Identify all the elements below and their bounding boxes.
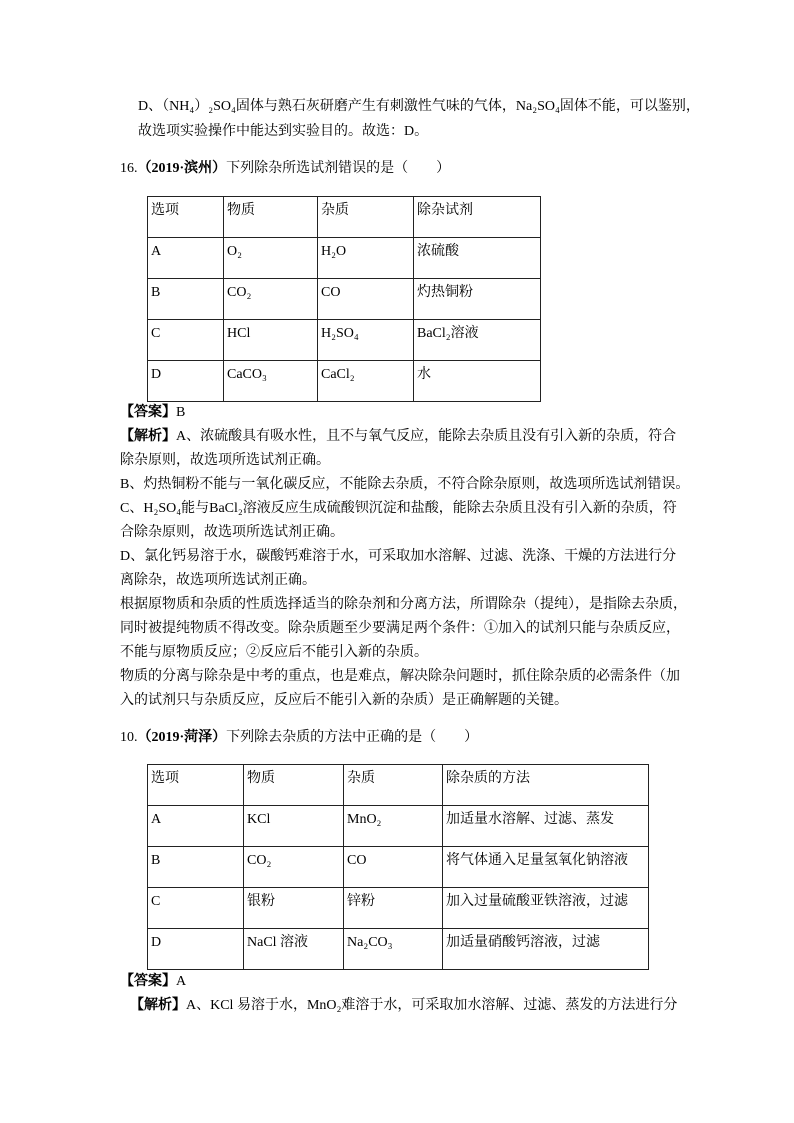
- table-row: [148, 279, 541, 320]
- question-text: 下列除杂所选试剂错误的是（ ）: [226, 161, 451, 176]
- cell-option: A: [148, 806, 244, 847]
- cell-substance: 银粉: [244, 888, 344, 929]
- question-number: 16.: [120, 161, 138, 176]
- cell-method: 加入过量硫酸亚铁溶液，过滤: [443, 888, 649, 929]
- question-number: 10.: [120, 730, 138, 745]
- cell-reagent: 水: [414, 361, 541, 402]
- header-method: 除杂质的方法: [443, 765, 649, 806]
- analysis-line: [120, 425, 676, 449]
- header-option: 选项: [148, 197, 224, 238]
- header-impurity: 杂质: [344, 765, 443, 806]
- table-row: [148, 888, 649, 929]
- answer-label: 【答案】: [120, 974, 176, 989]
- table-row: [148, 847, 649, 888]
- analysis-line: 合除杂原则，故选项所选试剂正确。: [120, 525, 344, 540]
- cell-substance: KCl: [244, 806, 344, 847]
- analysis-line: 根据原物质和杂质的性质选择适当的除杂剂和分离方法，所谓除杂（提纯），是指除去杂质，: [120, 597, 687, 612]
- question-source: （2019·滨州）: [137, 161, 227, 176]
- question-16-table: [147, 196, 541, 402]
- cell-impurity: H₂SO₄: [318, 320, 414, 361]
- cell-substance: NaCl 溶液: [244, 929, 344, 970]
- header-substance: 物质: [224, 197, 318, 238]
- analysis-label: 【解析】: [120, 429, 176, 444]
- answer-line: [120, 401, 185, 425]
- table-row: [148, 806, 649, 847]
- table-header-row: [148, 197, 541, 238]
- analysis-line: C、H₂SO₄能与BaCl₂溶液反应生成硫酸钡沉淀和盐酸，能除去杂质且没有引入新的杂质，符: [120, 501, 677, 516]
- cell-option: C: [148, 320, 224, 361]
- cell-substance: CO₂: [224, 279, 318, 320]
- analysis-line: [130, 994, 677, 1018]
- analysis-line: B、灼热铜粉不能与一氧化碳反应，不能除去杂质，不符合除杂原则，故选项所选试剂错误。: [120, 477, 690, 492]
- answer-label: 【答案】: [120, 405, 176, 420]
- intro-line: 故选项实验操作中能达到实验目的。故选：D。: [138, 124, 429, 139]
- table-row: [148, 929, 649, 970]
- cell-reagent: 浓硫酸: [414, 238, 541, 279]
- cell-method: 加适量水溶解、过滤、蒸发: [443, 806, 649, 847]
- header-option: 选项: [148, 765, 244, 806]
- cell-impurity: 锌粉: [344, 888, 443, 929]
- cell-impurity: CaCl₂: [318, 361, 414, 402]
- question-10-stem: [120, 726, 478, 750]
- table-header-row: [148, 765, 649, 806]
- question-10-table: [147, 764, 649, 970]
- answer-line: [120, 970, 186, 994]
- header-reagent: 除杂试剂: [414, 197, 541, 238]
- question-16-stem: [120, 157, 450, 181]
- analysis-line: D、氯化钙易溶于水，碳酸钙难溶于水，可采取加水溶解、过滤、洗涤、干燥的方法进行分: [120, 549, 677, 564]
- cell-option: A: [148, 238, 224, 279]
- cell-substance: HCl: [224, 320, 318, 361]
- analysis-line: 入的试剂只与杂质反应，反应后不能引入新的杂质）是正确解题的关键。: [120, 693, 568, 708]
- analysis-line: 不能与原物质反应；②反应后不能引入新的杂质。: [120, 645, 428, 660]
- analysis-text: A、KCl 易溶于水，MnO₂难溶于水，可采取加水溶解、过滤、蒸发的方法进行分: [186, 998, 678, 1013]
- cell-reagent: BaCl₂溶液: [414, 320, 541, 361]
- cell-method: 加适量硝酸钙溶液，过滤: [443, 929, 649, 970]
- cell-impurity: Na₂CO₃: [344, 929, 443, 970]
- cell-option: B: [148, 279, 224, 320]
- cell-option: D: [148, 361, 224, 402]
- answer-value: B: [176, 405, 186, 420]
- question-text: 下列除去杂质的方法中正确的是（ ）: [226, 730, 479, 745]
- analysis-line: 同时被提纯物质不得改变。除杂质题至少要满足两个条件：①加入的试剂只能与杂质反应，: [120, 621, 680, 636]
- cell-substance: CaCO₃: [224, 361, 318, 402]
- analysis-line: 除杂原则，故选项所选试剂正确。: [120, 453, 330, 468]
- cell-substance: CO₂: [244, 847, 344, 888]
- analysis-line: 物质的分离与除杂是中考的重点，也是难点，解决除杂问题时，抓住除杂质的必需条件（加: [120, 669, 680, 684]
- cell-reagent: 灼热铜粉: [414, 279, 541, 320]
- cell-option: B: [148, 847, 244, 888]
- cell-impurity: CO: [344, 847, 443, 888]
- table-row: [148, 238, 541, 279]
- analysis-line: 离除杂，故选项所选试剂正确。: [120, 573, 316, 588]
- cell-method: 将气体通入足量氢氧化钠溶液: [443, 847, 649, 888]
- cell-option: D: [148, 929, 244, 970]
- cell-option: C: [148, 888, 244, 929]
- answer-value: A: [176, 974, 187, 989]
- question-source: （2019·菏泽）: [137, 730, 227, 745]
- cell-impurity: CO: [318, 279, 414, 320]
- intro-line: D、（NH₄）₂SO₄固体与熟石灰研磨产生有刺激性气味的气体，Na₂SO₄固体不能，可以鉴别，: [138, 99, 700, 114]
- header-substance: 物质: [244, 765, 344, 806]
- cell-impurity: H₂O: [318, 238, 414, 279]
- cell-substance: O₂: [224, 238, 318, 279]
- analysis-label: 【解析】: [130, 998, 186, 1013]
- analysis-text: A、浓硫酸具有吸水性，且不与氧气反应，能除去杂质且没有引入新的杂质，符合: [176, 429, 677, 444]
- table-row: [148, 361, 541, 402]
- table-row: [148, 320, 541, 361]
- header-impurity: 杂质: [318, 197, 414, 238]
- cell-impurity: MnO₂: [344, 806, 443, 847]
